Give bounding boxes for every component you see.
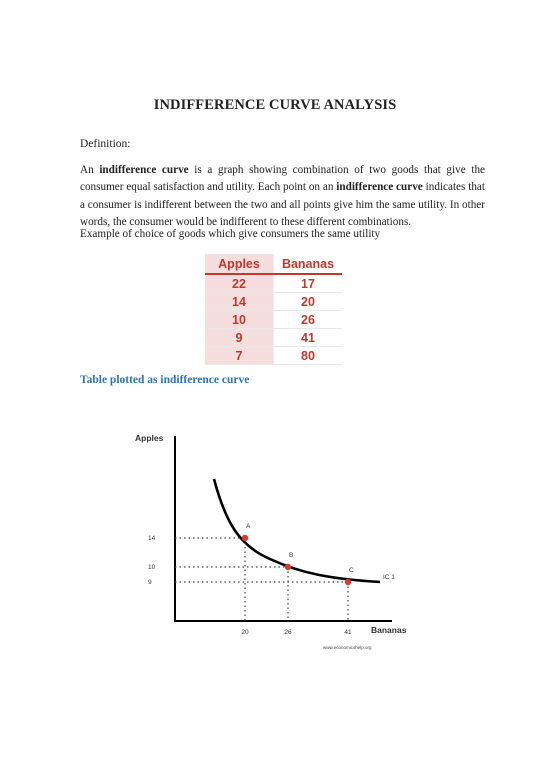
x-tick-label: 20	[241, 629, 249, 636]
curve-label: IC 1	[383, 574, 395, 581]
example-sentence: Example of choice of goods which give consumers the same utility	[80, 228, 381, 240]
x-tick-label: 41	[344, 629, 352, 636]
paragraph-text-2: is a graph showing combination of two goods that give the consumer equal satisfaction and utility. Each point on an	[80, 164, 486, 194]
apples-cell: 7	[205, 347, 274, 365]
point-b	[285, 564, 291, 570]
term-indifference-curve-1: indifference curve	[99, 164, 189, 176]
bananas-cell: 26	[274, 311, 343, 329]
y-tick-label: 10	[148, 564, 156, 571]
column-header-bananas: Bananas	[274, 254, 343, 274]
guide-lines	[175, 538, 348, 621]
point-label: B	[289, 552, 294, 559]
bananas-cell: 41	[274, 329, 343, 347]
y-tick-label: 9	[148, 579, 152, 586]
source-credit: www.economicshelp.org	[323, 645, 372, 650]
bananas-cell: 17	[274, 274, 343, 293]
point-a	[242, 535, 248, 541]
chart-heading: Table plotted as indifference curve	[80, 374, 250, 386]
x-tick-label: 26	[284, 629, 292, 636]
bananas-cell: 80	[274, 347, 343, 365]
apples-cell: 10	[205, 311, 274, 329]
bananas-cell: 20	[274, 293, 343, 311]
point-c	[345, 579, 351, 585]
point-label: C	[349, 567, 354, 574]
apples-cell: 22	[205, 274, 274, 293]
x-axis-label: Bananas	[371, 625, 407, 635]
document-title: INDIFFERENCE CURVE ANALYSIS	[153, 97, 397, 113]
paragraph-text-1: An	[80, 164, 100, 176]
definition-label: Definition:	[80, 138, 131, 150]
y-tick-label: 14	[148, 535, 156, 542]
paragraph-text-3: indicates that a consumer is indifferent between the two and all points give him the same utility. In other words, the consumer would be indifferent to these different combinations.	[80, 181, 485, 228]
term-indifference-curve-2: indifference curve	[336, 181, 423, 194]
column-header-apples: Apples	[205, 254, 274, 274]
apples-cell: 9	[205, 329, 274, 347]
y-axis-label: Apples	[135, 433, 164, 443]
point-label: A	[246, 523, 251, 530]
apples-cell: 14	[205, 293, 274, 311]
